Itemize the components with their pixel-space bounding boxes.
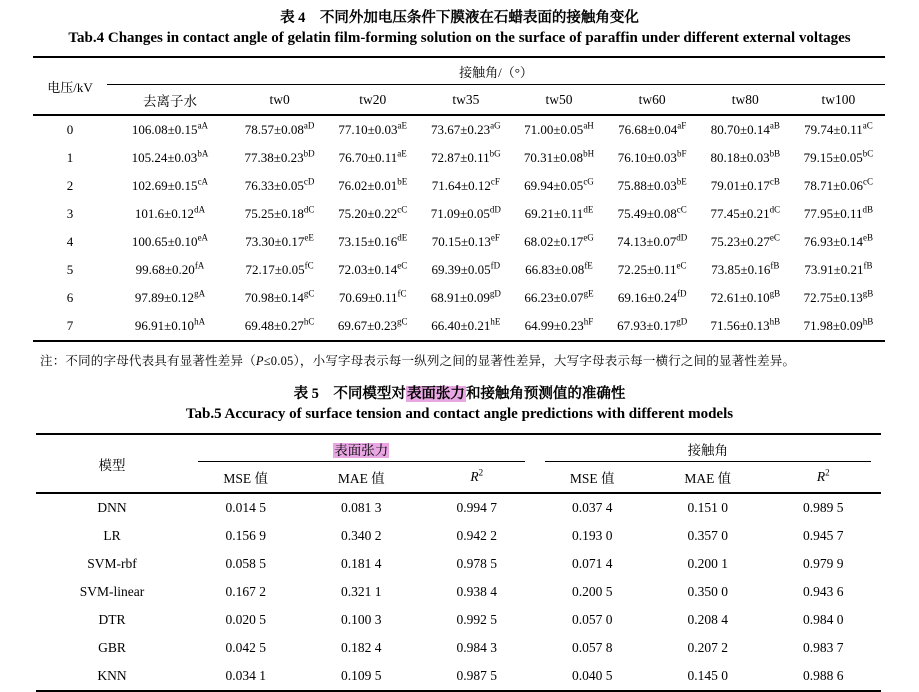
significance-superscript: fC [397,288,407,299]
angle-cell: $76.02\pm 0.01^{bE}$ [338,176,408,193]
angle-cell: $79.74\pm 0.11^{aC}$ [804,120,873,137]
significance-superscript: eF [490,232,500,243]
model-cell: SVM-linear [79,584,145,599]
highlighted-surface-tension: 表面张力 [406,386,465,402]
angle-cell: $64.99\pm 0.23^{hF}$ [524,316,594,333]
angle-cell: 73.15±0.16dE [338,232,408,249]
footnote-text-pre: 注：不同的字母代表具有显著性差异（ [40,354,256,368]
angle-cell: $76.70\pm 0.11^{aE}$ [338,148,407,165]
footnote-p-symbol: P [255,354,264,368]
significance-superscript: cD [303,176,315,187]
metric-cell: 0.057 0 [572,612,613,627]
significance-superscript: aE [397,120,408,131]
metric-cell: 0.994 7 [456,500,497,515]
metric-cell: 0.979 9 [803,556,844,571]
significance-superscript: gB [862,288,874,299]
metric-cell: 0.182 4 [341,640,382,655]
metric-cell: 0.978 5 [456,556,497,571]
significance-superscript: aB [769,120,780,131]
metric-cell: 0.071 4 [572,556,613,571]
significance-superscript: eC [769,232,780,243]
angle-cell: $76.68\pm 0.04^{aF}$ [618,120,687,137]
angle-cell: $79.01\pm 0.17^{cB}$ [710,176,780,193]
column-header: tw35 [452,91,480,107]
angle-cell: $76.93\pm 0.14^{eB}$ [803,232,873,249]
table5-title-en: Tab.5 Accuracy of surface tension and contact angle predictions with different models [185,406,734,422]
model-cell: SVM-rbf [87,556,137,571]
significance-superscript: cF [490,176,500,187]
angle-cell: $75.49\pm 0.08^{cC}$ [617,204,687,221]
table5-title-pre: 表 5 不同模型对 [293,386,406,402]
metric-cell: 0.984 0 [803,612,844,627]
voltage-cell: 5 [66,262,74,277]
metric-header: $R^2$ [816,467,830,484]
table5-title-zh [0,384,919,404]
angle-cell: $78.57\pm 0.08^{aD}$ [244,120,315,137]
table5-body [36,493,881,691]
model-column-header: 模型 [98,457,126,473]
metric-cell: 0.983 7 [803,640,844,655]
metric-cell: 0.988 6 [803,668,844,683]
angle-cell: $66.83\pm 0.08^{fE}$ [525,260,593,277]
significance-superscript: cC [397,204,408,215]
table-row [36,634,881,662]
significance-superscript: gB [769,288,781,299]
angle-cell: $97.89\pm 0.12^{gA}$ [134,288,206,305]
significance-superscript: dE [397,232,408,243]
metric-cell: 0.942 2 [456,528,497,543]
significance-superscript: aC [862,120,873,131]
model-cell: DTR [98,612,126,627]
table-row [33,115,885,144]
table-row [36,578,881,606]
significance-superscript: hA [194,316,206,327]
metric-cell: 0.151 0 [687,500,728,515]
angle-cell: $106.08\pm 0.15^{aA}$ [131,120,209,137]
table-row [33,228,885,256]
column-header: tw0 [269,91,290,107]
angle-cell: 69.21±0.11dE [524,204,594,221]
model-cell: DNN [97,500,127,515]
significance-superscript: dD [489,204,501,215]
significance-superscript: gC [397,316,408,327]
significance-superscript: fD [490,260,501,271]
angle-cell: $71.98\pm 0.09^{hB}$ [803,316,874,333]
angle-cell: $69.16\pm 0.24^{fD}$ [617,288,687,305]
table-row [36,550,881,578]
angle-cell: $70.15\pm 0.13^{eF}$ [431,232,500,249]
table4-footnote [40,351,919,369]
metric-cell: 0.357 0 [687,528,728,543]
significance-superscript: aF [677,120,687,131]
metric-cell: 0.943 6 [803,584,844,599]
angle-cell: $100.65\pm 0.10^{eA}$ [131,232,209,249]
significance-superscript: cA [197,176,209,187]
significance-superscript: eG [583,232,594,243]
angle-cell: $72.17\pm 0.05^{fC}$ [245,260,314,277]
footnote-text-post: ≤0.05），小写字母表示每一纵列之间的显著性差异，大写字母表示每一横行之间的显著性差异。 [263,354,796,368]
angle-cell: $68.91\pm 0.09^{gD}$ [430,288,501,305]
significance-superscript: aH [583,120,594,131]
metric-cell: 0.987 5 [456,668,497,683]
angle-cell: $67.93\pm 0.17^{gD}$ [617,316,688,333]
significance-superscript: cG [583,176,594,187]
metric-cell: 0.340 2 [341,528,382,543]
significance-superscript: fB [770,260,780,271]
significance-superscript: dA [194,204,206,215]
angle-cell: $99.68\pm 0.20^{fA}$ [135,260,205,277]
angle-cell: $75.23\pm 0.27^{eC}$ [710,232,780,249]
column-header: 去离子水 [143,93,197,109]
angle-cell: $78.71\pm 0.06^{cC}$ [803,176,873,193]
significance-superscript: gA [194,288,206,299]
angle-cell: $71.56\pm 0.13^{hB}$ [710,316,781,333]
significance-superscript: aD [303,120,315,131]
angle-cell: $70.69\pm 0.11^{fC}$ [338,288,407,305]
significance-superscript: fD [676,288,687,299]
voltage-cell: 4 [66,234,74,249]
table-row [33,256,885,284]
angle-cell: $69.39\pm 0.05^{fD}$ [431,260,501,277]
table-row [36,522,881,550]
significance-superscript: eB [862,232,873,243]
metric-cell: 0.042 5 [225,640,266,655]
table-row [36,662,881,691]
metric-cell: 0.984 3 [456,640,497,655]
metric-cell: 0.200 1 [687,556,728,571]
significance-superscript: hF [583,316,594,327]
angle-cell: $70.31\pm 0.08^{bH}$ [523,148,595,165]
significance-superscript: hB [769,316,781,327]
significance-superscript: bF [676,148,687,159]
angle-cell: $77.45\pm 0.21^{dC}$ [710,204,781,221]
table-row [33,172,885,200]
angle-cell: $69.67\pm 0.23^{gC}$ [337,316,408,333]
significance-superscript: fB [863,260,873,271]
significance-superscript: hB [862,316,874,327]
metric-cell: 0.208 4 [687,612,728,627]
angle-cell: $77.38\pm 0.23^{bD}$ [244,148,315,165]
angle-cell: $66.23\pm 0.07^{gE}$ [524,288,594,305]
metric-cell: 0.020 5 [225,612,266,627]
contact-angle-group-header: 接触角/（°） [107,57,885,85]
table4-title-en: Tab.4 Changes in contact angle of gelatin film-forming solution on the surface of paraffin under different external voltages [68,30,851,46]
significance-superscript: bA [197,148,209,159]
angle-cell: $101.6\pm 0.12^{dA}$ [134,204,206,221]
significance-superscript: fA [194,260,205,271]
significance-superscript: cB [769,176,780,187]
metric-cell: 0.321 1 [341,584,382,599]
angle-cell: $72.03\pm 0.14^{eC}$ [338,260,408,277]
angle-cell: $76.10\pm 0.03^{bF}$ [617,148,687,165]
significance-superscript: bE [397,176,408,187]
metric-cell: 0.200 5 [572,584,613,599]
significance-superscript: bB [769,148,781,159]
metric-cell: 0.167 2 [225,584,266,599]
metric-cell: 0.081 3 [341,500,382,515]
metric-header: MSE 值 [569,471,615,486]
column-header: tw20 [359,91,387,107]
metric-cell: 0.109 5 [341,668,382,683]
angle-cell: $76.33\pm 0.05^{cD}$ [244,176,315,193]
model-cell: KNN [97,668,127,683]
voltage-column-header: 电压/kV [47,79,93,95]
table-row [33,284,885,312]
metric-cell: 0.989 5 [803,500,844,515]
metric-cell: 0.181 4 [341,556,382,571]
metric-cell: 0.945 7 [803,528,844,543]
angle-cell: $72.87\pm 0.11^{bG}$ [431,148,501,165]
angle-cell: $105.24\pm 0.03^{bA}$ [131,148,209,165]
significance-superscript: hE [490,316,501,327]
significance-superscript: dC [303,204,315,215]
significance-superscript: aG [490,120,501,131]
significance-superscript: bH [583,148,595,159]
significance-superscript: fC [304,260,314,271]
angle-cell: $80.70\pm 0.14^{aB}$ [710,120,780,137]
significance-superscript: gD [489,288,501,299]
significance-superscript: bD [303,148,315,159]
surface-tension-group-header [188,434,535,462]
significance-superscript: dD [676,232,688,243]
significance-superscript: eA [197,232,209,243]
angle-cell: $73.85\pm 0.16^{fB}$ [711,260,780,277]
metric-header: MAE 值 [337,471,385,486]
angle-cell: $73.30\pm 0.17^{eE}$ [245,232,314,249]
significance-superscript: bC [862,148,874,159]
voltage-cell: 6 [66,290,74,305]
table4-title-zh: 表 4 不同外加电压条件下膜液在石蜡表面的接触角变化 [280,10,639,26]
angle-cell: $71.00\pm 0.05^{aH}$ [524,120,594,137]
metric-cell: 0.145 0 [687,668,728,683]
angle-cell: $70.98\pm 0.14^{gC}$ [244,288,315,305]
angle-cell: $71.64\pm 0.12^{cF}$ [431,176,500,193]
angle-cell: $77.10\pm 0.03^{aE}$ [338,120,408,137]
angle-cell: $73.91\pm 0.21^{fB}$ [804,260,873,277]
column-header: tw100 [821,91,856,107]
metric-header: $R^2$ [470,467,484,484]
significance-superscript: eC [676,260,687,271]
angle-cell: $75.20\pm 0.22^{cC}$ [338,204,408,221]
voltage-cell: 7 [66,318,74,333]
table4 [33,56,885,342]
metric-cell: 0.207 2 [687,640,728,655]
table-row [33,200,885,228]
highlighted-surface-tension: 表面张力 [334,442,389,458]
angle-cell: $72.25\pm 0.11^{eC}$ [617,260,687,277]
angle-cell: $75.88\pm 0.03^{bE}$ [617,176,687,193]
angle-cell: $72.61\pm 0.10^{gB}$ [710,288,781,305]
voltage-cell: 2 [66,178,74,193]
metric-cell: 0.100 3 [341,612,382,627]
column-header: tw50 [545,91,573,107]
significance-superscript: eE [304,232,314,243]
voltage-cell: 0 [66,122,74,137]
significance-superscript: dC [769,204,781,215]
table-row [36,493,881,522]
significance-superscript: cC [862,176,873,187]
voltage-cell: 3 [66,206,74,221]
angle-cell: $75.25\pm 0.18^{dC}$ [244,204,315,221]
angle-cell: $72.75\pm 0.13^{gB}$ [803,288,874,305]
significance-superscript: gD [676,316,688,327]
significance-superscript: bE [676,176,687,187]
angle-cell: $74.13\pm 0.07^{dD}$ [617,232,688,249]
metric-cell: 0.034 1 [225,668,266,683]
metric-cell: 0.037 4 [572,500,613,515]
significance-superscript: dB [862,204,873,215]
metric-cell: 0.156 9 [225,528,266,543]
angle-cell: $71.09\pm 0.05^{dD}$ [430,204,501,221]
table-row [33,144,885,172]
angle-cell: $77.95\pm 0.11^{dB}$ [803,204,873,221]
significance-superscript: fE [584,260,593,271]
table5-header [36,434,881,493]
angle-cell: $96.91\pm 0.10^{hA}$ [134,316,206,333]
model-cell: GBR [98,640,126,655]
metric-cell: 0.193 0 [572,528,613,543]
angle-cell: $79.15\pm 0.05^{bC}$ [803,148,874,165]
metric-header: MSE 值 [223,471,269,486]
significance-superscript: dE [583,204,594,215]
angle-cell: $69.48\pm 0.27^{hC}$ [244,316,315,333]
metric-cell: 0.057 8 [572,640,613,655]
significance-superscript: aA [197,120,209,131]
table5-titles [0,384,919,425]
angle-cell: $68.02\pm 0.17^{eG}$ [524,232,594,249]
metric-header: MAE 值 [684,471,732,486]
metric-cell: 0.350 0 [687,584,728,599]
column-header: tw60 [638,91,666,107]
significance-superscript: eC [397,260,408,271]
significance-superscript: gC [303,288,315,299]
voltage-cell: 1 [66,150,74,165]
significance-superscript: cC [676,204,687,215]
significance-superscript: hC [303,316,315,327]
significance-superscript: bG [489,148,501,159]
table5-title-post: 和接触角预测值的准确性 [465,386,626,402]
table5 [36,433,881,692]
contact-angle-group-header: 接触角 [535,434,882,462]
table4-header [33,57,885,115]
metric-cell: 0.040 5 [572,668,613,683]
table4-subheader-row [33,85,885,115]
angle-cell: $66.40\pm 0.21^{hE}$ [431,316,501,333]
angle-cell: $102.69\pm 0.15^{cA}$ [131,176,209,193]
table4-body [33,115,885,341]
table-row [33,312,885,341]
significance-superscript: aE [397,148,407,159]
column-header: tw80 [731,91,759,107]
angle-cell: $80.18\pm 0.03^{bB}$ [710,148,781,165]
significance-superscript: gE [583,288,594,299]
metric-cell: 0.014 5 [225,500,266,515]
angle-cell: $73.67\pm 0.23^{aG}$ [431,120,501,137]
angle-cell: $69.94\pm 0.05^{cG}$ [524,176,594,193]
model-cell: LR [103,528,121,543]
metric-cell: 0.058 5 [225,556,266,571]
metric-cell: 0.992 5 [456,612,497,627]
table-row [36,606,881,634]
metric-cell: 0.938 4 [456,584,497,599]
